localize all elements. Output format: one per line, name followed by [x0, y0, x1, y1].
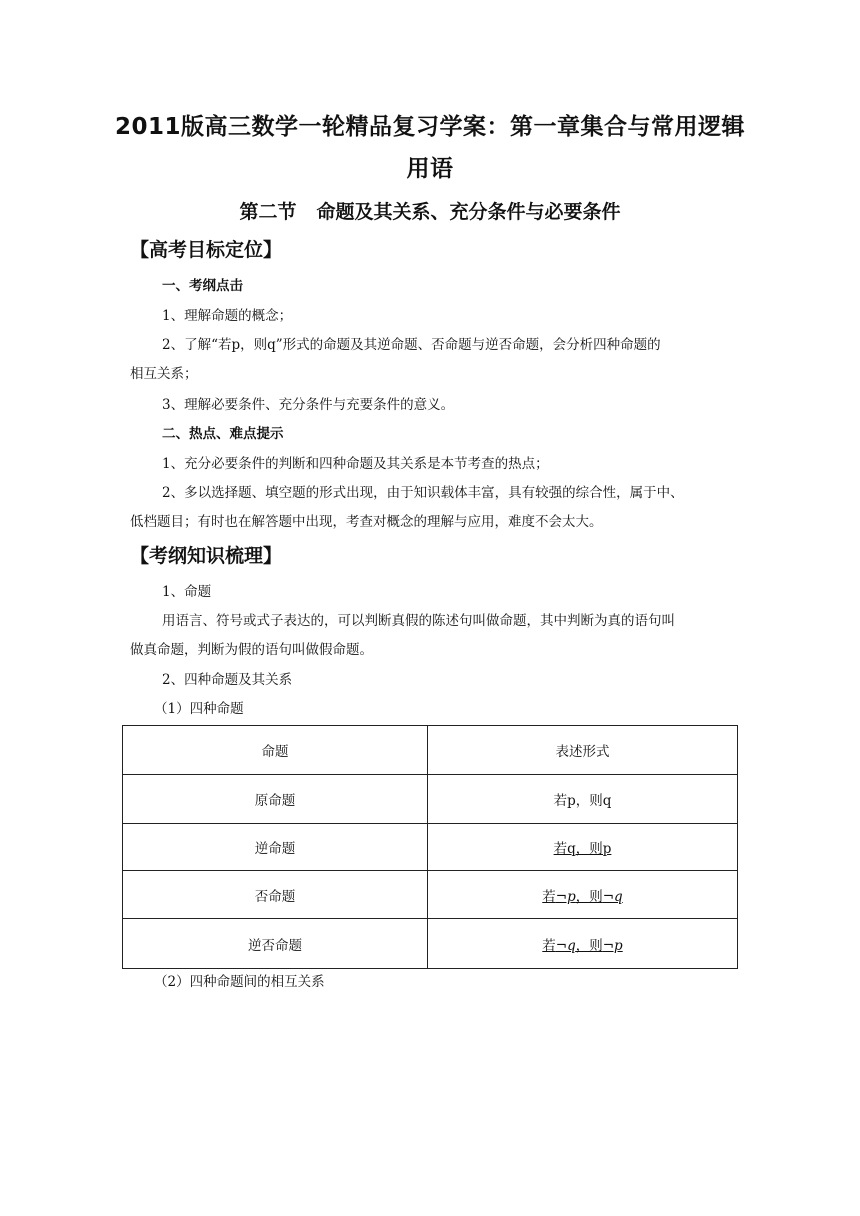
table-cell-name: 否命题: [123, 871, 428, 919]
table-header-proposition: 命题: [123, 726, 428, 775]
table-header-form: 表述形式: [428, 726, 738, 775]
form-negation-a: ¬p: [555, 888, 576, 905]
proposition-definition-line1: 用语言、符号或式子表达的，可以判断真假的陈述句叫做命题，其中判断为真的语句叫: [162, 613, 675, 629]
table-cell-form: 若p，则q: [428, 775, 738, 824]
table-cell-name: 逆否命题: [123, 919, 428, 969]
four-propositions-table: [122, 725, 738, 969]
table-row: [123, 919, 738, 969]
heading-exam-goals: 【高考目标定位】: [130, 239, 283, 261]
sub-four-propositions-title: （1）四种命题: [154, 701, 244, 717]
syllabus-item-2: 2、了解“若p，则q”形式的命题及其逆命题、否命题与逆否命题，会分析四种命题的: [162, 337, 661, 353]
form-negation-b: ¬p: [602, 937, 623, 954]
answer-underline: [542, 938, 622, 954]
syllabus-item-1: 1、理解命题的概念；: [162, 308, 293, 324]
table-header-row: [123, 726, 738, 775]
form-ruo: 若: [542, 937, 556, 954]
proposition-definition-line2: 做真命题，判断为假的语句叫做假命题。: [130, 642, 373, 658]
item-four-propositions-title: 2、四种命题及其关系: [162, 672, 293, 688]
heading-knowledge-review: 【考纲知识梳理】: [130, 545, 283, 567]
heading-hotspots: 二、热点、难点提示: [162, 426, 284, 442]
form-negation-a: ¬q: [555, 937, 576, 954]
section-subtitle: [0, 197, 860, 224]
form-ze: ，则: [575, 937, 603, 954]
item-proposition-title: 1、命题: [162, 584, 212, 600]
hotspot-item-2: 2、多以选择题、填空题的形式出现，由于知识载体丰富，具有较强的综合性，属于中、: [162, 485, 684, 501]
form-ze: ，则: [575, 888, 603, 905]
subtitle-text: 命题及其关系、充分条件与必要条件: [316, 201, 621, 223]
form-negation-b: ¬q: [602, 888, 623, 905]
table-row: [123, 775, 738, 824]
table-cell-name: 逆命题: [123, 824, 428, 871]
form-ruo: 若: [542, 888, 556, 905]
document-title-line2: 用语: [406, 156, 454, 182]
answer-underline: [542, 889, 622, 905]
syllabus-item-2-cont: 相互关系；: [130, 366, 198, 382]
table-row: [123, 824, 738, 871]
subtitle-section-number: 第二节: [239, 201, 297, 223]
hotspot-item-2-cont: 低档题目；有时也在解答题中出现，考查对概念的理解与应用，难度不会太大。: [130, 514, 603, 530]
table-cell-form: [428, 919, 738, 969]
syllabus-item-3: 3、理解必要条件、充分条件与充要条件的意义。: [162, 397, 455, 413]
table-cell-form: [428, 871, 738, 919]
answer-underline: 若q，则p: [553, 841, 612, 857]
heading-syllabus-points: 一、考纲点击: [162, 278, 243, 294]
table-cell-form: [428, 824, 738, 871]
sub-relationship-title: （2）四种命题间的相互关系: [154, 974, 325, 990]
table-row: [123, 871, 738, 919]
table-cell-name: 原命题: [123, 775, 428, 824]
document-title-line1: 2011版高三数学一轮精品复习学案：第一章集合与常用逻辑: [114, 114, 745, 140]
hotspot-item-1: 1、充分必要条件的判断和四种命题及其关系是本节考查的热点；: [162, 456, 549, 472]
